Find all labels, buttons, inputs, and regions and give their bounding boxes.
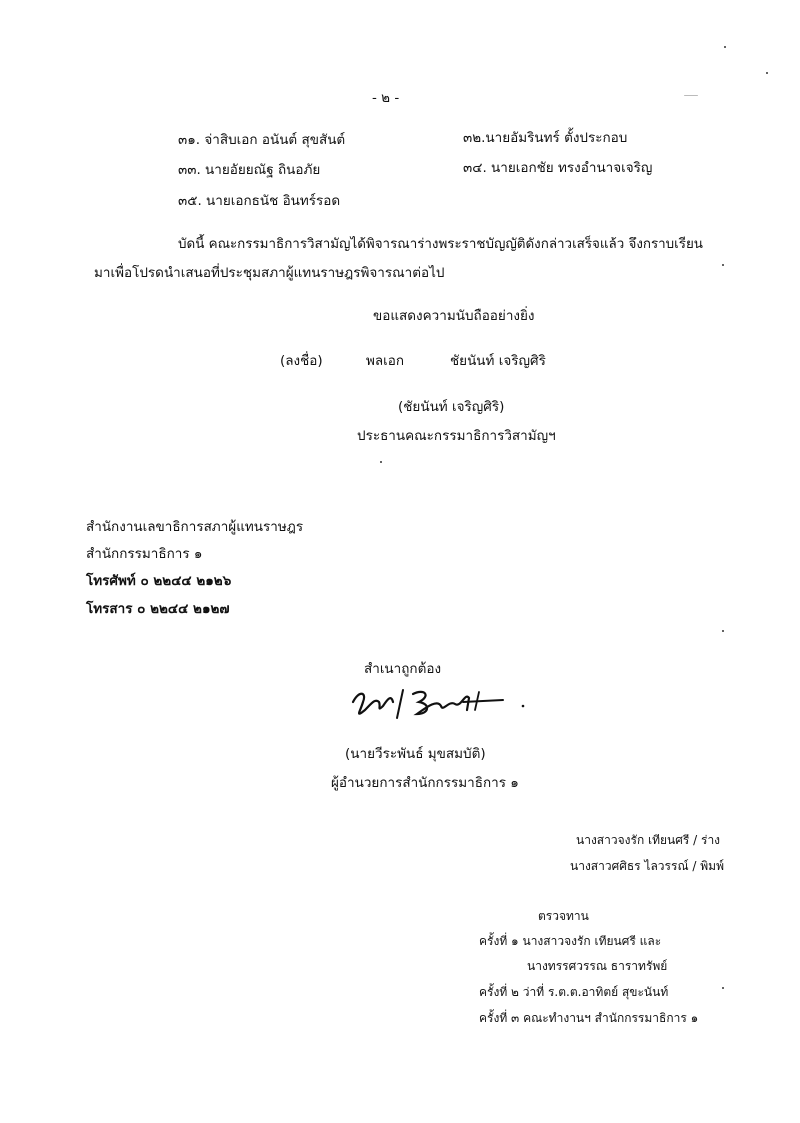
scan-speck [684, 95, 698, 96]
drafter-line: นางสาวจงรัก เทียนศรี / ร่าง [576, 833, 721, 847]
review-2: ครั้งที่ ๒ ว่าที่ ร.ต.ต.อาทิตย์ สุขะนันท์ [479, 985, 669, 999]
office-name: สำนักงานเลขาธิการสภาผู้แทนราษฎร [86, 519, 304, 535]
review-1b: นางทรรศวรรณ ธาราทรัพย์ [527, 959, 668, 973]
member-31: ๓๑. จ่าสิบเอก อนันต์ สุขสันต์ [178, 132, 346, 148]
certified-position: ผู้อำนวยการสำนักกรรมาธิการ ๑ [331, 775, 519, 791]
signature-image [345, 680, 535, 725]
scan-speck [722, 630, 724, 632]
body-line-2: มาเพื่อโปรดนำเสนอที่ประชุมสภาผู้แทนราษฎรพิจารณาต่อไป [94, 265, 445, 281]
member-33: ๓๓. นายอัยยณัฐ ถินอภัย [178, 162, 321, 178]
office-bureau: สำนักกรรมาธิการ ๑ [86, 546, 203, 562]
member-35: ๓๕. นายเอกธนัช อินทร์รอด [178, 193, 341, 209]
signer-name-paren: (ชัยนันท์ เจริญศิริ) [398, 399, 505, 415]
review-1: ครั้งที่ ๑ นางสาวจงรัก เทียนศรี และ [479, 934, 662, 948]
body-line-1: บัดนี้ คณะกรรมาธิการวิสามัญได้พิจารณาร่างพระราชบัญญัติดังกล่าวเสร็จแล้ว จึงกราบเรียน [178, 237, 703, 252]
member-32: ๓๒.นายอัมรินทร์ ตั้งประกอบ [463, 130, 628, 146]
scan-speck [722, 987, 724, 989]
office-fax: โทรสาร ๐ ๒๒๔๔ ๒๑๒๗ [86, 601, 230, 617]
signer-name: ชัยนันท์ เจริญศิริ [450, 353, 546, 369]
sign-label: (ลงชื่อ) [280, 353, 323, 369]
review-title: ตรวจทาน [538, 909, 589, 923]
signer-position: ประธานคณะกรรมาธิการวิสามัญฯ [357, 428, 556, 444]
scan-speck [766, 72, 768, 74]
scan-speck [724, 46, 726, 48]
typist-line: นางสาวศศิธร ไลวรรณ์ / พิมพ์ [570, 859, 724, 873]
signer-rank: พลเอก [366, 353, 405, 369]
member-34: ๓๔. นายเอกชัย ทรงอำนาจเจริญ [463, 160, 653, 176]
office-phone: โทรศัพท์ ๐ ๒๒๔๔ ๒๑๒๖ [86, 573, 232, 589]
page-number: - ๒ - [372, 90, 400, 106]
scan-speck [380, 461, 382, 463]
review-3: ครั้งที่ ๓ คณะทำงานฯ สำนักกรรมาธิการ ๑ [479, 1011, 699, 1025]
certified-name: (นายวีระพันธ์ มุขสมบัติ) [345, 746, 486, 762]
certified-label: สำเนาถูกต้อง [364, 661, 442, 677]
closing: ขอแสดงความนับถืออย่างยิ่ง [373, 308, 535, 324]
scan-speck [722, 264, 724, 266]
